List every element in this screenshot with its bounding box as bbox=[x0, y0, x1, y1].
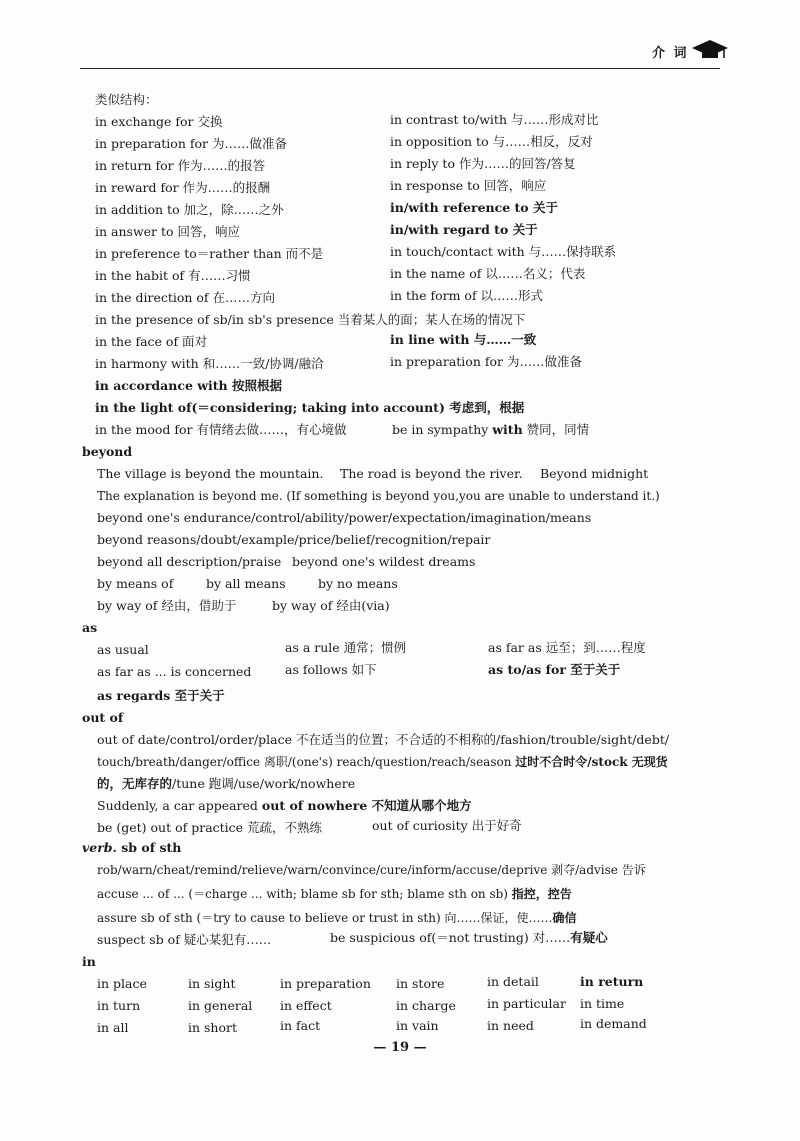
phrase: in accordance with 按照根据 bbox=[95, 378, 282, 393]
phrase-part: /tune 跑调/use/work/nowhere bbox=[172, 776, 356, 791]
table-cell: in all bbox=[97, 1020, 129, 1035]
table-cell: in vain bbox=[396, 1018, 439, 1033]
phrase: out of curiosity 出于好奇 bbox=[372, 818, 522, 833]
phrase: in preference to＝rather than 而不是 bbox=[95, 246, 324, 261]
phrase: as to/as for 至于关于 bbox=[488, 662, 621, 677]
table-cell: in return bbox=[580, 974, 644, 989]
phrase-part: 有疑心 bbox=[570, 930, 608, 945]
phrase: by way of 经由，借助于 bbox=[97, 598, 237, 613]
phrase: in the face of 面对 bbox=[95, 334, 208, 349]
phrase: as regards 至于关于 bbox=[97, 688, 225, 703]
phrase-part: 的，无库存的 bbox=[97, 776, 173, 791]
phrase: by way of 经由(via) bbox=[272, 598, 390, 613]
phrase: beyond reasons/doubt/example/price/belief/recognition/repair bbox=[97, 532, 491, 547]
phrase: The village is beyond the mountain. bbox=[97, 466, 324, 481]
table-cell: in general bbox=[188, 998, 253, 1013]
header-rule bbox=[80, 68, 720, 69]
phrase: in exchange for 交换 bbox=[95, 114, 223, 129]
section-heading-as: as bbox=[82, 620, 98, 635]
phrase: in contrast to/with 与……形成对比 bbox=[390, 112, 599, 127]
phrase-part: assure sb of sth (＝try to cause to believe or trust in sth) 向……保证，使…… bbox=[97, 911, 553, 925]
section-heading-beyond: beyond bbox=[82, 444, 133, 459]
phrase: in response to 回答，响应 bbox=[390, 178, 547, 193]
phrase: suspect sb of 疑心某犯有…… bbox=[97, 932, 272, 947]
phrase: in/with regard to 关于 bbox=[390, 222, 538, 237]
phrase bbox=[392, 422, 589, 438]
table-cell: in time bbox=[580, 996, 625, 1011]
table-cell: in short bbox=[188, 1020, 238, 1035]
page-number: — 19 — bbox=[373, 1040, 427, 1055]
table-cell: in effect bbox=[280, 998, 332, 1013]
section-title: 介 词 bbox=[652, 46, 689, 61]
phrase: as far as 远至；到……程度 bbox=[488, 640, 646, 655]
section-heading-verb bbox=[82, 840, 181, 855]
phrase: in reward for 作为……的报酬 bbox=[95, 180, 271, 195]
phrase-part: 确信 bbox=[552, 911, 577, 925]
table-cell: in detail bbox=[487, 974, 539, 989]
phrase-part: accuse ... of ... (＝charge ... with; blame sb for sth; blame sth on sb) bbox=[97, 887, 512, 901]
phrase bbox=[330, 930, 608, 946]
phrase: by means of bbox=[97, 576, 174, 591]
phrase bbox=[97, 776, 355, 792]
phrase: in return for 作为……的报答 bbox=[95, 158, 266, 173]
table-cell: in sight bbox=[188, 976, 236, 991]
table-cell: in store bbox=[396, 976, 445, 991]
phrase: in addition to 加之，除……之外 bbox=[95, 202, 284, 217]
phrase: in the presence of sb/in sb's presence 当着某人的面；某人在场的情况下 bbox=[95, 312, 526, 327]
phrase: in the direction of 在……方向 bbox=[95, 290, 276, 305]
phrase-part: 过时不合时令/stock 无现货 bbox=[515, 755, 668, 769]
phrase: as a rule 通常；惯例 bbox=[285, 640, 407, 655]
table-cell: in preparation bbox=[280, 976, 371, 991]
phrase-part: with bbox=[492, 422, 523, 437]
phrase bbox=[97, 754, 668, 770]
table-cell: in charge bbox=[396, 998, 456, 1013]
phrase: The road is beyond the river. bbox=[340, 466, 523, 481]
phrase: in harmony with 和……一致/协调/融洽 bbox=[95, 356, 324, 371]
phrase: Beyond midnight bbox=[540, 466, 649, 481]
phrase-part: 赞同，同情 bbox=[522, 422, 590, 437]
phrase: in preparation for 为……做准备 bbox=[390, 354, 582, 369]
heading-part: verb. bbox=[82, 840, 117, 855]
phrase: as usual bbox=[97, 642, 149, 657]
table-cell: in turn bbox=[97, 998, 141, 1013]
phrase bbox=[97, 886, 572, 902]
similar-label: 类似结构： bbox=[95, 92, 158, 107]
phrase: in line with 与……一致 bbox=[390, 332, 537, 347]
table-cell: in need bbox=[487, 1018, 534, 1033]
phrase bbox=[97, 910, 576, 926]
graduation-cap-icon bbox=[690, 36, 730, 62]
phrase-part: 指控，控告 bbox=[511, 887, 572, 901]
phrase: out of date/control/order/place 不在适当的位置；不合适的不相称的/fashion/trouble/sight/debt/ bbox=[97, 732, 670, 747]
phrase bbox=[97, 798, 472, 814]
phrase: as follows 如下 bbox=[285, 662, 377, 677]
section-heading-in: in bbox=[82, 954, 96, 969]
phrase: beyond one's endurance/control/ability/power/expectation/imagination/means bbox=[97, 510, 592, 525]
phrase: be (get) out of practice 荒疏，不熟练 bbox=[97, 820, 323, 835]
phrase: in the habit of 有……习惯 bbox=[95, 268, 251, 283]
phrase: rob/warn/cheat/remind/relieve/warn/convince/cure/inform/accuse/deprive 剥夺/advise 告诉 bbox=[97, 863, 646, 877]
phrase: in the form of 以……形式 bbox=[390, 288, 544, 303]
section-heading-out-of: out of bbox=[82, 710, 124, 725]
phrase-part: be suspicious of(＝not trusting) 对…… bbox=[330, 930, 571, 945]
phrase: in opposition to 与……相反，反对 bbox=[390, 134, 593, 149]
phrase-part: out of nowhere 不知道从哪个地方 bbox=[261, 798, 472, 813]
phrase: The explanation is beyond me. (If something is beyond you,you are unable to understand it.) bbox=[97, 489, 660, 503]
phrase: in the name of 以……名义；代表 bbox=[390, 266, 586, 281]
phrase: by no means bbox=[318, 576, 398, 591]
phrase: in touch/contact with 与……保持联系 bbox=[390, 244, 617, 259]
phrase: in the mood for 有情绪去做……，有心境做 bbox=[95, 422, 347, 437]
phrase-part: touch/breath/danger/office 离职/(one's) reach/question/reach/season bbox=[97, 755, 516, 769]
phrase-part: be in sympathy bbox=[392, 422, 493, 437]
phrase: in the light of(＝considering; taking into account) 考虑到，根据 bbox=[95, 400, 525, 415]
phrase: in/with reference to 关于 bbox=[390, 200, 558, 215]
table-cell: in fact bbox=[280, 1018, 321, 1033]
phrase: as far as ... is concerned bbox=[97, 664, 252, 679]
table-cell: in demand bbox=[580, 1016, 647, 1031]
phrase: in preparation for 为……做准备 bbox=[95, 136, 287, 151]
phrase: beyond one's wildest dreams bbox=[292, 554, 476, 569]
phrase-part: Suddenly, a car appeared bbox=[97, 798, 262, 813]
phrase: beyond all description/praise bbox=[97, 554, 282, 569]
heading-part: sb of sth bbox=[116, 840, 182, 855]
phrase: in answer to 回答，响应 bbox=[95, 224, 241, 239]
table-cell: in place bbox=[97, 976, 147, 991]
table-cell: in particular bbox=[487, 996, 566, 1011]
phrase: by all means bbox=[206, 576, 286, 591]
phrase: in reply to 作为……的回答/答复 bbox=[390, 156, 576, 171]
